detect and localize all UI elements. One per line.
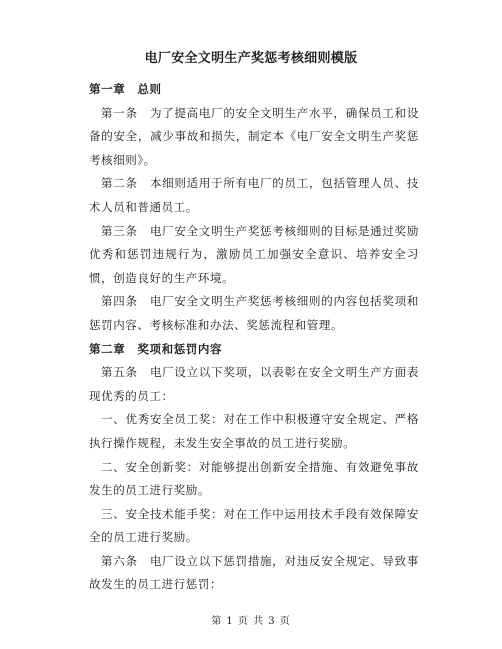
document-body <box>89 78 419 597</box>
paragraph-award-1: 一、优秀安全员工奖：对在工作中积极遵守安全规定、严格执行操作规程，未发生安全事故的员工进行奖励。 <box>89 412 419 450</box>
paragraph-article-5: 第五条 电厂设立以下奖项，以表彰在安全文明生产方面表现优秀的员工： <box>89 365 419 403</box>
paragraph-award-3: 三、安全技术能手奖：对在工作中运用技术手段有效保障安全的员工进行奖励。 <box>89 506 419 545</box>
page-footer: 第 1 页 共 3 页 <box>211 616 291 627</box>
chapter-heading-2: 第二章 奖项和惩罚内容 <box>89 341 223 356</box>
paragraph-article-4: 第四条 电厂安全文明生产奖惩考核细则的内容包括奖项和惩罚内容、考核标准和办法、奖惩流程和管理。 <box>89 294 419 332</box>
paragraph-article-1: 第一条 为了提高电厂的安全文明生产水平，确保员工和设备的安全，减少事故和损失，制定本《电厂安全文明生产奖惩考核细则》。 <box>89 105 419 167</box>
paragraph-award-2: 二、安全创新奖：对能够提出创新安全措施、有效避免事故发生的员工进行奖励。 <box>89 459 419 498</box>
paragraph-article-3: 第三条 电厂安全文明生产奖惩考核细则的目标是通过奖励优秀和惩罚违规行为，激励员工加强安全意识、培养安全习惯，创造良好的生产环境。 <box>89 223 419 285</box>
paragraph-article-6: 第六条 电厂设立以下惩罚措施，对违反安全规定、导致事故发生的员工进行惩罚： <box>89 553 419 592</box>
paragraph-article-2: 第二条 本细则适用于所有电厂的员工，包括管理人员、技术人员和普通员工。 <box>89 176 419 214</box>
chapter-heading-1: 第一章 总则 <box>89 82 162 96</box>
document-title: 电厂安全文明生产奖惩考核细则模版 <box>144 51 358 66</box>
